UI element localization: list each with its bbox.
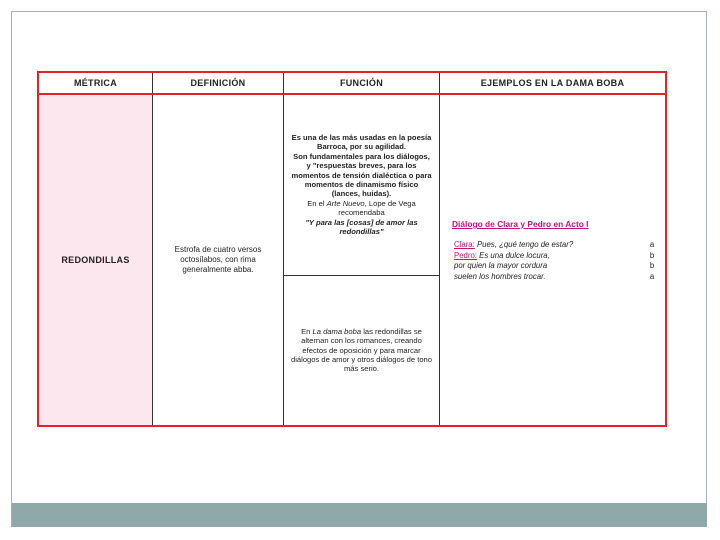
footer-bar (12, 503, 707, 527)
body-row-top (38, 94, 666, 275)
metric-cell: REDONDILLAS (38, 94, 153, 426)
function-bottom-cell: En La dama boba las redondillas se alternan con los romances, creando efectos de oposición y para marcar diálogos de amor y otros diálogos de tono más serio. (284, 275, 440, 426)
function-p3: En el Arte Nuevo, Lope de Vega recomendaba "Y para las [cosas] de amor las redondillas" (305, 198, 418, 237)
rhyme-label: b (649, 261, 655, 270)
redondillas-table (37, 71, 667, 427)
verses-list (454, 240, 656, 282)
header-metrica: MÉTRICA (38, 72, 153, 94)
header-funcion: FUNCIÓN (284, 72, 440, 94)
dialogue-title: Diálogo de Clara y Pedro en Acto I (452, 219, 589, 229)
function-p2: Son fundamentales para los diálogos, y "respuestas breves, para los momentos de tensión dialéctica o para momentos de dinamismo físico (lances, huidas). (291, 151, 432, 199)
function-top-cell (284, 94, 440, 275)
verse-line: Pedro: Es una dulce locura, b (454, 250, 655, 260)
verse-line: Clara: Pues, ¿qué tengo de estar? a (454, 240, 655, 249)
verse-line: por quien la mayor cordura b (454, 261, 655, 270)
rhyme-label: a (649, 271, 655, 281)
header-definicion: DEFINICIÓN (153, 72, 284, 94)
header-ejemplos: EJEMPLOS EN LA DAMA BOBA (440, 72, 667, 94)
verse-line: suelen los hombres trocar. a (454, 271, 655, 281)
function-p1: Es una de las más usadas en la poesía Barroca, por su agilidad. (291, 133, 432, 152)
rhyme-label: a (649, 240, 655, 249)
examples-cell (440, 94, 667, 426)
rhyme-label: b (649, 250, 655, 260)
header-row (38, 72, 666, 94)
definition-cell: Estrofa de cuatro versos octosílabos, con rima generalmente abba. (153, 94, 284, 426)
